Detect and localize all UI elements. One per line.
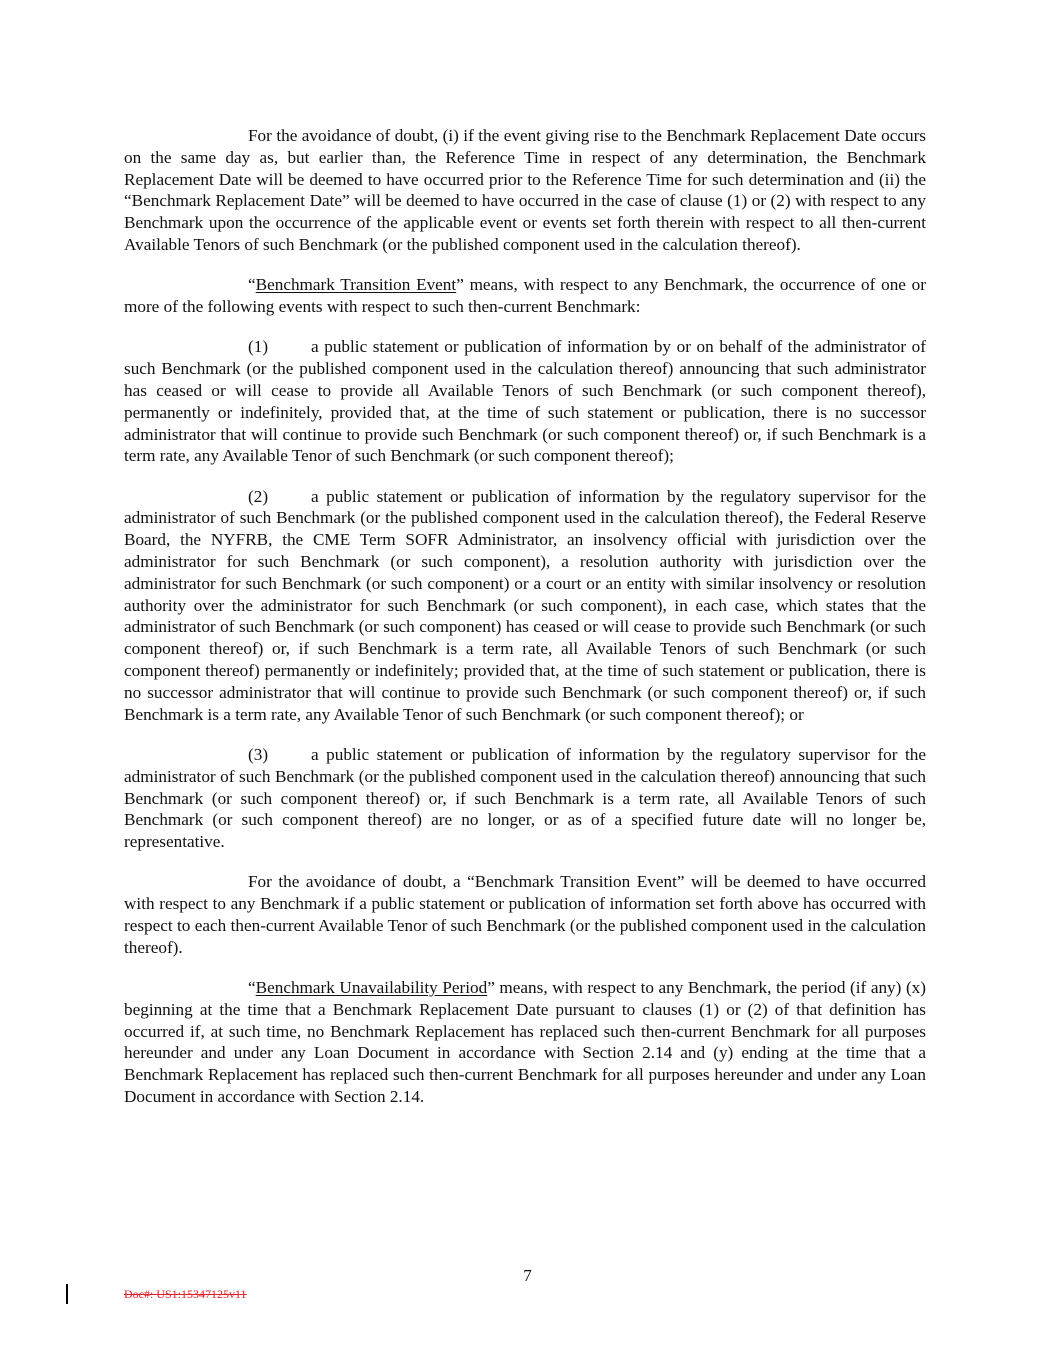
- defined-term: Benchmark Unavailability Period: [255, 978, 488, 998]
- clause-3: [124, 744, 926, 853]
- defined-term: Benchmark Transition Event: [255, 275, 457, 295]
- open-quote: “: [248, 275, 256, 295]
- paragraph-text: a public statement or publication of information by the regulatory supervisor for the administrator of such Benchmark (or the published component used in the calculation thereof) announcing that such Benchmark (or such component thereof) or, if such Benchmark is a term rate, all Available Tenors of such Benchmark (or such component thereof) are no longer, or as of a specified future date will no longer be, representative.: [124, 744, 926, 852]
- paragraph-text: ” means, with respect to any Benchmark, the occurrence of one or more of the following events with respect to such then-current Benchmark:: [124, 275, 926, 317]
- paragraph-text: a public statement or publication of information by or on behalf of the administrator of such Benchmark (or the published component used in the calculation thereof) announcing that such administrator has ceased or will cease to provide all Available Tenors of such Benchmark (or such component thereof), permanently or indefinitely, provided that, at the time of such statement or publication, there is no successor administrator that will continue to provide such Benchmark (or such component thereof) or, if such Benchmark is a term rate, any Available Tenor of such Benchmark (or such component thereof);: [124, 337, 926, 466]
- paragraph-text: For the avoidance of doubt, (i) if the event giving rise to the Benchmark Replacement Date occurs on the same day as, but earlier than, the Reference Time in respect of any determination, the Benchmark Replacement Date will be deemed to have occurred prior to the Reference Time for such determination and (ii) the “Benchmark Replacement Date” will be deemed to have occurred in the case of clause (1) or (2) with respect to any Benchmark upon the occurrence of the applicable event or events set forth therein with respect to all then-current Available Tenors of such Benchmark (or the published component used in the calculation thereof).: [124, 126, 926, 254]
- clause-number: (1): [248, 337, 269, 357]
- page-number: 7: [523, 1266, 532, 1285]
- paragraph-text: a public statement or publication of information by the regulatory supervisor for the administrator of such Benchmark (or the published component used in the calculation thereof), the Federal Reserve Board, the NYFRB, the CME Term SOFR Administrator, an insolvency official with jurisdiction over the administrator for such Benchmark (or such component), a resolution authority with jurisdiction over the administrator for such Benchmark (or such component) or a court or an entity with similar insolvency or resolution authority over the administrator for such Benchmark (or such component), in each case, which states that the administrator of such Benchmark (or such component) has ceased or will cease to provide such Benchmark (or such component thereof) or, if such Benchmark is a term rate, all Available Tenors of such Benchmark (or such component thereof) permanently or indefinitely; provided that, at the time of such statement or publication, there is no successor administrator that will continue to provide such Benchmark (or such component thereof) or, if such Benchmark is a term rate, any Available Tenor of such Benchmark (or such component thereof); or: [124, 486, 926, 724]
- paragraph-avoidance-of-doubt-1: [124, 125, 926, 256]
- change-bar: [66, 1284, 68, 1304]
- clause-2: [124, 486, 926, 726]
- paragraph-text: ” means, with respect to any Benchmark, the period (if any) (x) beginning at the time that a Benchmark Replacement Date pursuant to clauses (1) or (2) of that definition has occurred if, at such time, no Benchmark Replacement has replaced such then-current Benchmark for all purposes hereunder and under any Loan Document in accordance with Section 2.14 and (y) ending at the time that a Benchmark Replacement has replaced such then-current Benchmark for all purposes hereunder and under any Loan Document in accordance with Section 2.14.: [124, 978, 926, 1107]
- clause-1: [124, 336, 926, 467]
- paragraph-avoidance-of-doubt-2: [124, 871, 926, 958]
- document-body: [124, 125, 926, 1126]
- clause-number: (3): [248, 744, 269, 764]
- open-quote: “: [248, 978, 256, 998]
- clause-number: (2): [248, 486, 269, 506]
- paragraph-text: For the avoidance of doubt, a “Benchmark Transition Event” will be deemed to have occurred with respect to any Benchmark if a public statement or publication of information set forth above has occurred with respect to each then-current Available Tenor of such Benchmark (or the published component used in the calculation thereof).: [124, 872, 926, 957]
- document-id: Doc#: US1:15347125v11: [124, 1287, 247, 1301]
- definition-benchmark-transition-event: [124, 274, 926, 318]
- definition-benchmark-unavailability-period: [124, 977, 926, 1108]
